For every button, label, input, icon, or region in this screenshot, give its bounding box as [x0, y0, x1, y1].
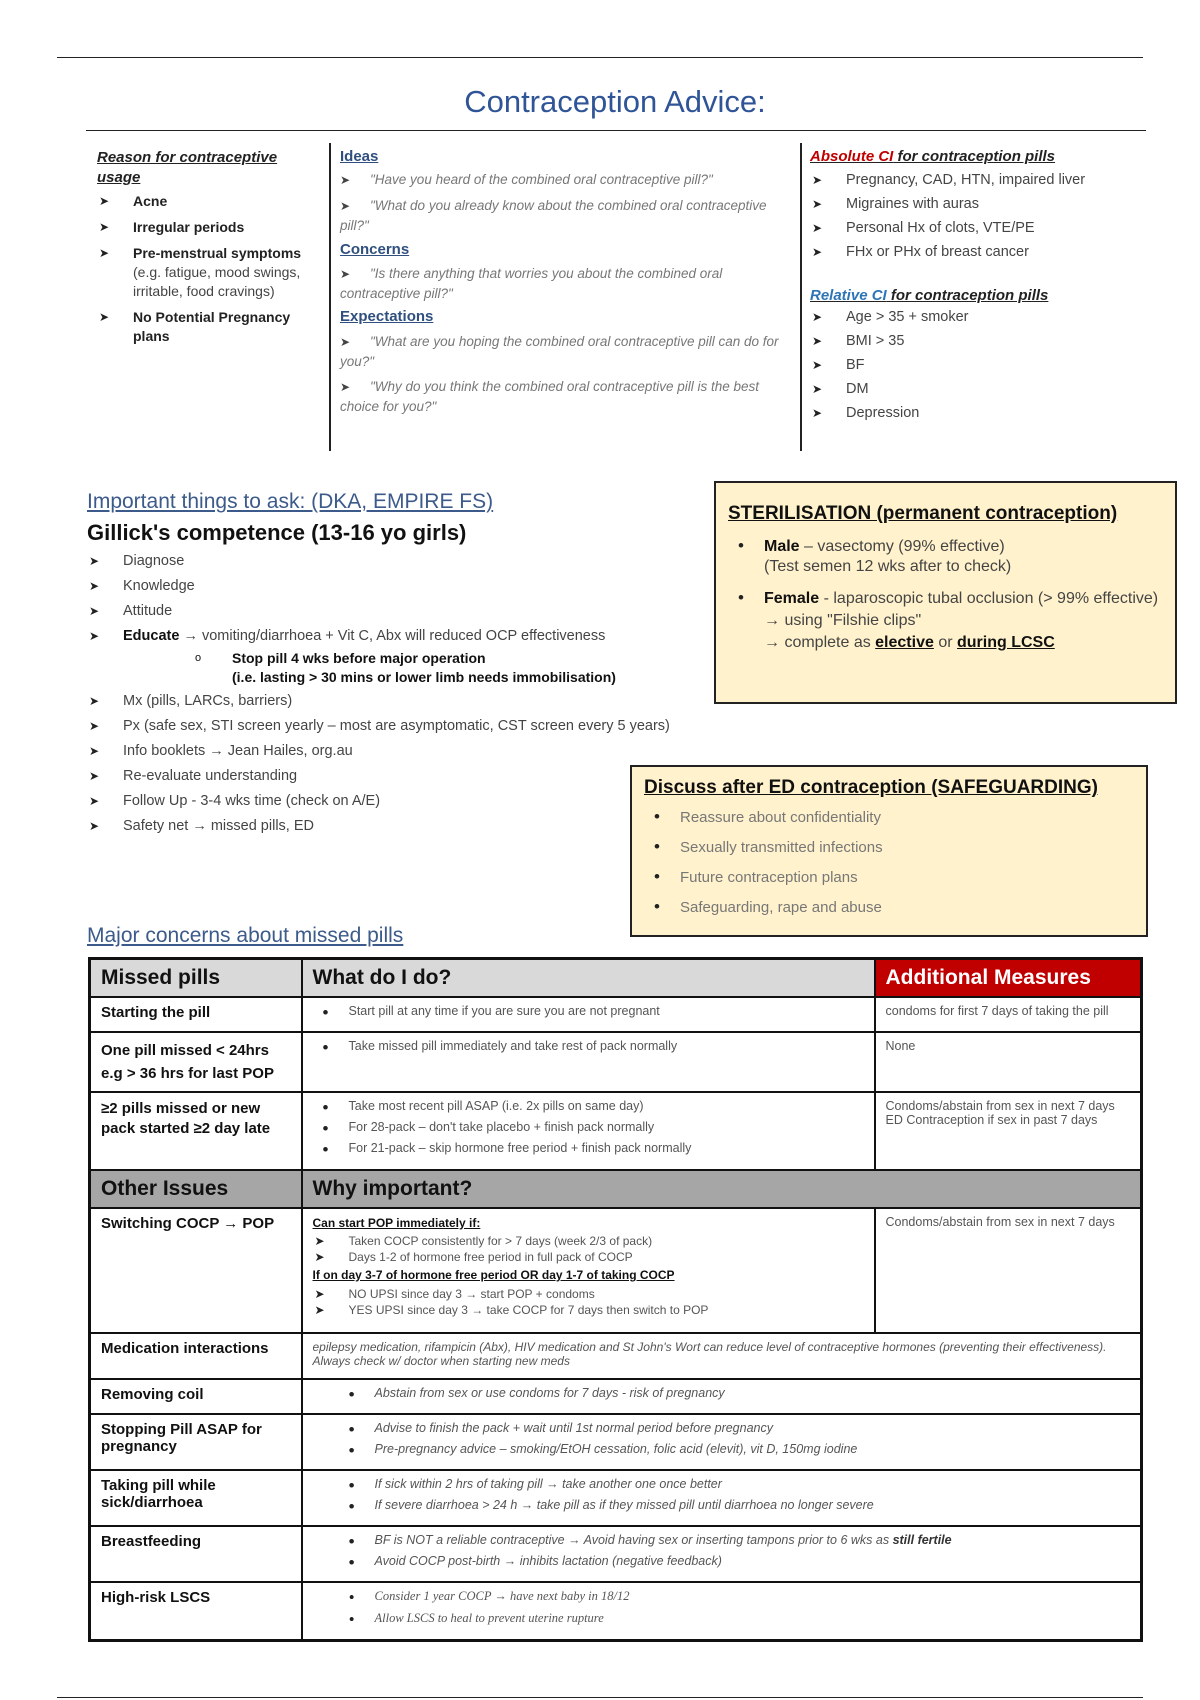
- row-item: • Take missed pill immediately and take rest of pack normally: [313, 1039, 864, 1053]
- row-item: ➤ Taken COCP consistently for > 7 days (week 2/3 of pack): [313, 1233, 864, 1249]
- row-item: • If severe diarrhoea > 24 h → take pill as if they missed pill until diarrhoea no longer severe: [339, 1498, 1131, 1512]
- row-text: epilepsy medication, rifampicin (Abx), HIV medication and St John's Wort can reduce level of contraceptive hormones (preventing their effectiveness). Always check w/ doctor when starting new meds: [302, 1333, 1142, 1379]
- column-divider-1: [329, 143, 331, 451]
- sterilisation-female: • Female - laparoscopic tubal occlusion (> 99% effective) → using "Filshie clips" → complete as elective or during LCSC: [728, 589, 1163, 653]
- missed-pills-heading: Major concerns about missed pills: [87, 924, 404, 947]
- table-header-row-2: [90, 1170, 1142, 1208]
- table-row: [90, 1092, 1142, 1170]
- row-label: Medication interactions: [90, 1333, 302, 1379]
- ideas-question: ➤ "What do you already know about the combined oral contraceptive pill?": [340, 198, 767, 233]
- row-label: High-risk LSCS: [90, 1582, 302, 1641]
- row-label: Starting the pill: [90, 997, 302, 1032]
- row-item: • For 28-pack – don't take placebo + finish pack normally: [313, 1120, 864, 1134]
- important-item: ➤ Info booklets → Jean Hailes, org.au: [87, 742, 787, 760]
- important-item: ➤ Diagnose: [87, 552, 787, 570]
- table-row: [90, 1582, 1142, 1641]
- title-rule: [86, 130, 1146, 131]
- ice-column: [340, 148, 790, 416]
- sterilisation-heading: STERILISATION (permanent contraception): [728, 503, 1118, 524]
- row-label: Breastfeeding: [90, 1526, 302, 1582]
- absolute-ci-heading: Absolute CI for contraception pills: [810, 148, 1056, 165]
- missed-pills-table: [88, 957, 1143, 1642]
- row-item: • For 21-pack – skip hormone free period + finish pack normally: [313, 1141, 864, 1155]
- header-missed-pills: Missed pills: [90, 959, 302, 998]
- table-row: [90, 1208, 1142, 1333]
- row-item: • If sick within 2 hrs of taking pill → take another one once better: [339, 1477, 1131, 1491]
- can-start-pop: Can start POP immediately if:: [312, 1216, 481, 1230]
- reason-item: ➤ Irregular periods: [97, 218, 322, 237]
- row-label: Switching COCP → POP: [90, 1208, 302, 1333]
- row-item: • Abstain from sex or use condoms for 7 days - risk of pregnancy: [339, 1386, 1131, 1400]
- row-label: One pill missed < 24hrs e.g > 36 hrs for last POP: [90, 1032, 302, 1092]
- header-additional-measures: Additional Measures: [875, 959, 1142, 998]
- row-item: • BF is NOT a reliable contraceptive → Avoid having sex or inserting tampons prior to 6 wks as still fertile: [339, 1533, 1131, 1547]
- important-item: ➤ Safety net → missed pills, ED: [87, 817, 787, 835]
- relative-ci-item: ➤ Depression: [810, 404, 1150, 422]
- safeguarding-box: [630, 765, 1148, 937]
- row-item: • Advise to finish the pack + wait until 1st normal period before pregnancy: [339, 1421, 1131, 1435]
- row-item: • Consider 1 year COCP → have next baby in 18/12: [339, 1589, 1131, 1604]
- row-item: ➤ Days 1-2 of hormone free period in full pack of COCP: [313, 1249, 864, 1265]
- safeguarding-heading: Discuss after ED contraception (SAFEGUARDING): [644, 777, 1098, 798]
- header-what-do-i-do: What do I do?: [302, 959, 875, 998]
- reason-item: ➤ Pre-menstrual symptoms (e.g. fatigue, mood swings, irritable, food cravings): [97, 244, 322, 301]
- table-row: [90, 1379, 1142, 1414]
- table-row: [90, 1470, 1142, 1526]
- table-row: [90, 997, 1142, 1032]
- relative-ci-heading: Relative CI for contraception pills: [810, 287, 1049, 304]
- reason-item: ➤ Acne: [97, 192, 322, 211]
- row-label: Stopping Pill ASAP for pregnancy: [90, 1414, 302, 1470]
- row-item: ➤ YES UPSI since day 3 → take COCP for 7 days then switch to POP: [313, 1302, 864, 1318]
- important-item-educate: ➤ Educate → vomiting/diarrhoea + Vit C, Abx will reduced OCP effectiveness: [87, 627, 787, 645]
- row-item: • Take most recent pill ASAP (i.e. 2x pills on same day): [313, 1099, 864, 1113]
- table-row: [90, 1032, 1142, 1092]
- relative-ci-item: ➤ DM: [810, 380, 1150, 398]
- relative-ci-item: ➤ BMI > 35: [810, 332, 1150, 350]
- absolute-ci-item: ➤ FHx or PHx of breast cancer: [810, 243, 1150, 261]
- reasons-heading: Reason for contraceptive usage: [97, 149, 278, 186]
- important-item: ➤ Attitude: [87, 602, 787, 620]
- page-title: Contraception Advice:: [464, 84, 766, 119]
- safeguarding-item: • Sexually transmitted infections: [644, 839, 1134, 857]
- relative-ci-item: ➤ BF: [810, 356, 1150, 374]
- gillick-heading: Gillick's competence (13-16 yo girls): [87, 520, 467, 545]
- important-heading: Important things to ask: (DKA, EMPIRE FS): [87, 490, 494, 513]
- bottom-rule: [57, 1697, 1143, 1698]
- safeguarding-item: • Reassure about confidentiality: [644, 809, 1134, 827]
- row-extra: Condoms/abstain from sex in next 7 days ED Contraception if sex in past 7 days: [875, 1092, 1142, 1170]
- row-item: • Allow LSCS to heal to prevent uterine rupture: [339, 1611, 1131, 1626]
- expectations-question: ➤ "Why do you think the combined oral contraceptive pill is the best choice for you?": [340, 379, 759, 414]
- relative-ci-item: ➤ Age > 35 + smoker: [810, 308, 1150, 326]
- stop-pill-note: o Stop pill 4 wks before major operation (i.e. lasting > 30 mins or lower limb needs immobilisation): [195, 650, 616, 685]
- table-row: [90, 1526, 1142, 1582]
- expectations-question: ➤ "What are you hoping the combined oral contraceptive pill can do for you?": [340, 334, 779, 369]
- header-why-important: Why important?: [302, 1170, 1142, 1208]
- row-label: Taking pill while sick/diarrhoea: [90, 1470, 302, 1526]
- header-other-issues: Other Issues: [90, 1170, 302, 1208]
- reasons-column: [97, 148, 322, 346]
- row-item: • Pre-pregnancy advice – smoking/EtOH cessation, folic acid (elevit), vit D, 150mg iodine: [339, 1442, 1131, 1456]
- row-label: ≥2 pills missed or new pack started ≥2 day late: [90, 1092, 302, 1170]
- safeguarding-item: • Safeguarding, rape and abuse: [644, 899, 1134, 917]
- important-item: ➤ Follow Up - 3-4 wks time (check on A/E): [87, 792, 787, 810]
- reason-item: ➤ No Potential Pregnancy plans: [97, 308, 322, 346]
- column-divider-2: [800, 143, 802, 451]
- important-item: ➤ Px (safe sex, STI screen yearly – most are asymptomatic, CST screen every 5 years): [87, 717, 787, 735]
- expectations-label: Expectations: [340, 308, 434, 325]
- ideas-label: Ideas: [340, 148, 379, 165]
- absolute-ci-item: ➤ Personal Hx of clots, VTE/PE: [810, 219, 1150, 237]
- important-item: ➤ Knowledge: [87, 577, 787, 595]
- ideas-question: ➤ "Have you heard of the combined oral contraceptive pill?": [340, 172, 713, 187]
- table-row: [90, 1414, 1142, 1470]
- ci-column: [810, 148, 1150, 422]
- concerns-label: Concerns: [340, 241, 410, 258]
- row-item: • Avoid COCP post-birth → inhibits lactation (negative feedback): [339, 1554, 1131, 1568]
- row-extra: Condoms/abstain from sex in next 7 days: [875, 1208, 1142, 1333]
- concerns-question: ➤ "Is there anything that worries you about the combined oral contraceptive pill?": [340, 266, 723, 301]
- row-extra: None: [875, 1032, 1142, 1092]
- row-extra: condoms for first 7 days of taking the pill: [875, 997, 1142, 1032]
- top-rule: [57, 57, 1143, 58]
- row-label: Removing coil: [90, 1379, 302, 1414]
- important-item: ➤ Re-evaluate understanding: [87, 767, 787, 785]
- if-day-note: If on day 3-7 of hormone free period OR day 1-7 of taking COCP: [312, 1268, 675, 1282]
- sterilisation-box: [714, 481, 1177, 704]
- sterilisation-male: • Male – vasectomy (99% effective) (Test semen 12 wks after to check): [728, 537, 1163, 577]
- safeguarding-item: • Future contraception plans: [644, 869, 1134, 887]
- row-item: ➤ NO UPSI since day 3 → start POP + condoms: [313, 1286, 864, 1302]
- table-row: [90, 1333, 1142, 1379]
- row-item: • Start pill at any time if you are sure you are not pregnant: [313, 1004, 864, 1018]
- table-header-row: [90, 959, 1142, 998]
- absolute-ci-item: ➤ Pregnancy, CAD, HTN, impaired liver: [810, 171, 1150, 189]
- absolute-ci-item: ➤ Migraines with auras: [810, 195, 1150, 213]
- important-item: ➤ Mx (pills, LARCs, barriers): [87, 692, 787, 710]
